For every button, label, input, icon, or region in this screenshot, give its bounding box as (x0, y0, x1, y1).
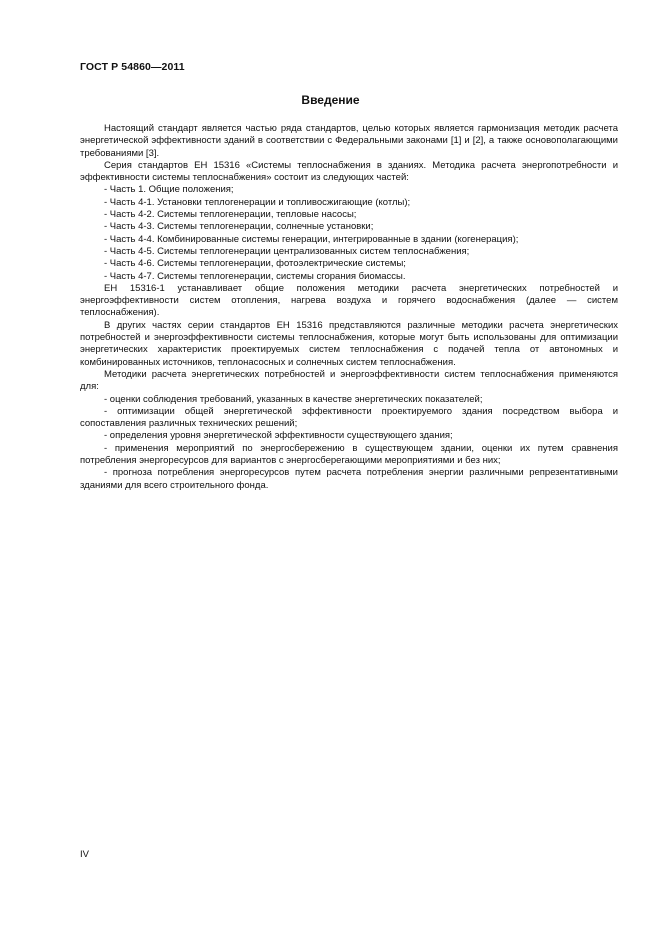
series-intro-paragraph: Серия стандартов ЕН 15316 «Системы теплоснабжения в зданиях. Методика расчета энергопотребности и эффективности системы теплоснабжения» состоит из следующих частей: (80, 159, 618, 184)
list-item: - оптимизации общей энергетической эффективности проектируемого здания посредством выбора и сопоставления различных технических решений; (80, 405, 618, 430)
list-item: - Часть 4-2. Системы теплогенерации, тепловые насосы; (104, 209, 357, 221)
document-header: ГОСТ Р 54860—2011 (80, 61, 185, 73)
en1-paragraph: ЕН 15316-1 устанавливает общие положения методики расчета энергетических потребностей и энергоэффективности систем отопления, нагрева воздуха и горячего водоснабжения (далее — систем теплоснабжения). (80, 282, 618, 319)
list-item: - Часть 4-1. Установки теплогенерации и топливосжигающие (котлы); (104, 196, 411, 208)
document-body (80, 123, 618, 492)
list-item: - прогноза потребления энергоресурсов путем расчета потребления энергии различными репрезентативными зданиями для всего строительного фонда. (80, 467, 618, 491)
section-title: Введение (301, 93, 360, 107)
list-item: - применения мероприятий по энергосбережению в существующем здании, оценки их путем сравнения потребления энергоресурсов для вариантов с энергосберегающими мероприятиями и без них; (80, 442, 618, 467)
other-parts-paragraph: В других частях серии стандартов ЕН 15316 представляются различные методики расчета энергетических потребностей и энергоэффективности системы теплоснабжения, которые могут быть использованы для оптимизации энергетических характеристик проектируемых систем теплоснабжения с подачей тепла от автономных и комбинированных источников, теплонасосных и солнечных систем теплоснабжения. (80, 319, 618, 368)
list-item: - Часть 4-4. Комбинированные системы генерации, интегрированные в здании (когенерация); (104, 233, 519, 245)
list-item: - Часть 4-7. Системы теплогенерации, системы сгорания биомассы. (104, 270, 406, 282)
list-item: - Часть 4-5. Системы теплогенерации централизованных систем теплоснабжения; (104, 245, 470, 257)
methods-intro-paragraph: Методики расчета энергетических потребностей и энергоэффективности систем теплоснабжения применяются для: (80, 368, 618, 393)
list-item: - определения уровня энергетической эффективности существующего здания; (104, 430, 453, 442)
intro-paragraph: Настоящий стандарт является частью ряда стандартов, целью которых является гармонизация методик расчета энергетической эффективности зданий в соответствии с Федеральными законами [1] и [2], а также основополагающими требованиями [3]. (80, 123, 618, 159)
page-number: IV (80, 849, 89, 860)
list-item: - Часть 4-3. Системы теплогенерации, солнечные установки; (104, 221, 374, 233)
list-item: - Часть 4-6. Системы теплогенерации, фотоэлектрические системы; (104, 258, 406, 270)
list-item: - Часть 1. Общие положения; (104, 184, 234, 196)
list-item: - оценки соблюдения требований, указанных в качестве энергетических показателей; (104, 393, 483, 405)
